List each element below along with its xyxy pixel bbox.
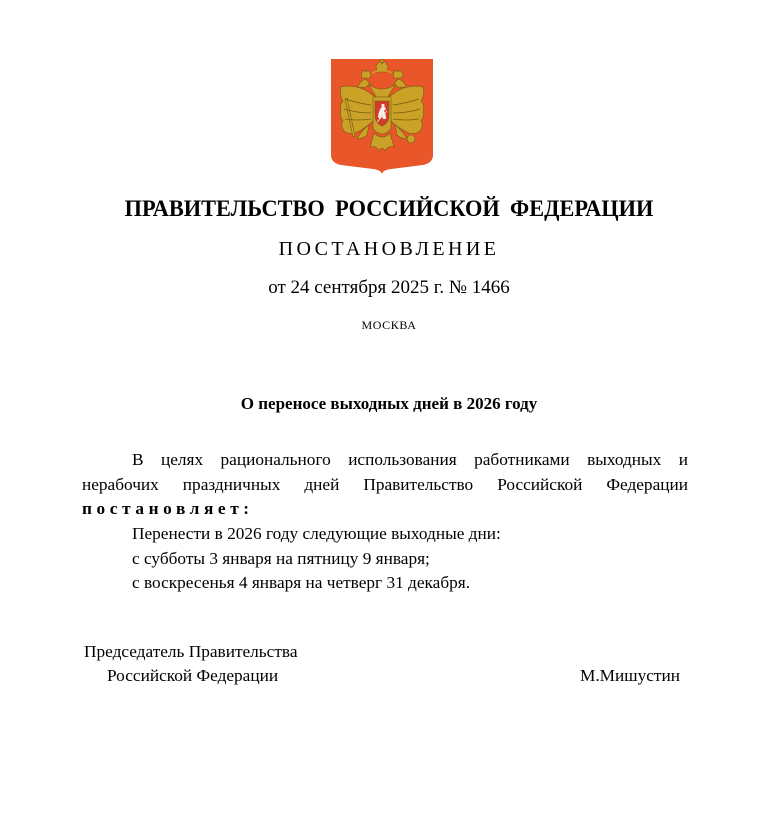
document-type: ПОСТАНОВЛЕНИЕ [278,238,500,260]
document-date-number: от 24 сентября 2025 г. № 1466 [268,277,510,298]
government-title: ПРАВИТЕЛЬСТВО РОССИЙСКОЙ ФЕДЕРАЦИИ [124,196,654,222]
decree-lines [82,522,688,596]
decree-line: с субботы 3 января на пятницу 9 января; [132,548,430,568]
preamble-text: В целях рационального использования работниками выходных и нерабочих праздничных дней Правительство Российской Федерации [82,450,688,494]
preamble-paragraph [82,448,688,522]
decree-word: постановляет: [82,499,254,518]
decree-line: с воскресенья 4 января на четверг 31 декабря. [132,573,471,592]
coat-of-arms-icon [331,59,433,174]
decree-line: Перенести в 2026 году следующие выходные дни: [132,524,501,543]
signatory-position-line2: Российской Федерации [107,666,279,685]
signatory-position-line1: Председатель Правительства [84,642,298,661]
signatory-name: М.Мишустин [580,666,680,685]
document-city: МОСКВА [361,318,417,332]
document-subject: О переносе выходных дней в 2026 году [240,394,538,413]
